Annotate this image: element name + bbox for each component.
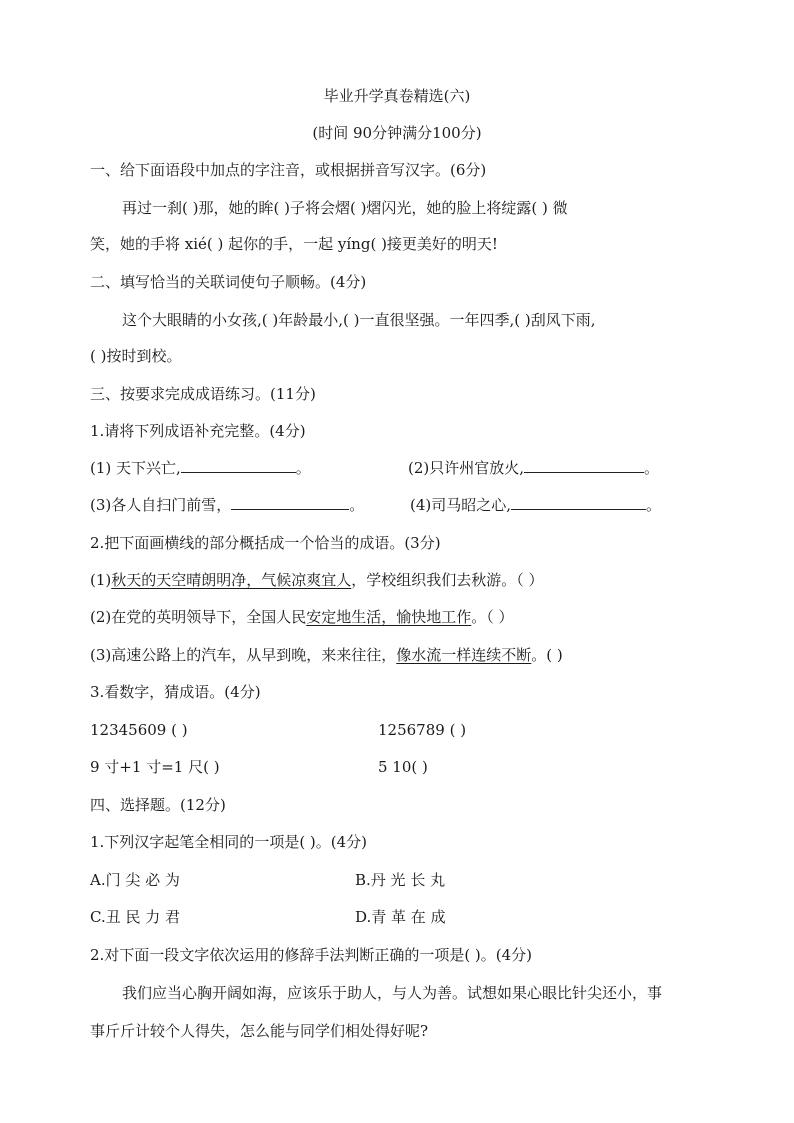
idiom-item-2: (2)只许州官放火, 。 [408, 459, 660, 477]
idiom-blank-2[interactable] [524, 458, 644, 473]
idiom-item-3: (3)各人自扫门前雪， 。 [90, 496, 365, 514]
section-2-paragraph-line-1: 这个大眼睛的小女孩,( )年龄最小,( )一直很坚强。一年四季,( )刮风下雨, [122, 311, 596, 329]
underlined-phrase-1: 秋天的天空晴朗明净，气候凉爽宜人 [111, 571, 352, 589]
number-riddle-2: 1256789 ( ) [378, 721, 467, 739]
section-2-paragraph-line-2: ( )按时到校。 [90, 347, 182, 365]
choice-b[interactable]: B.丹 光 长 丸 [355, 871, 446, 889]
idiom-item-1: (1) 天下兴亡, 。 [90, 459, 311, 477]
q4-2-paragraph-line-1: 我们应当心胸开阔如海，应该乐于助人，与人为善。试想如果心眼比针尖还小，事 [122, 984, 663, 1002]
q4-2-heading: 2.对下面一段文字依次运用的修辞手法判断正确的一项是( )。(4分) [90, 946, 533, 964]
underline-item-2: (2)在党的英明领导下，全国人民安定地生活，愉快地工作。（ ） [90, 608, 514, 626]
idiom-item-2-text: (2)只许州官放火, [408, 459, 525, 477]
number-riddle-4: 5 10( ) [378, 758, 428, 776]
section-1-paragraph-line-2: 笑，她的手将 xié( ) 起你的手，一起 yíng( )接更美好的明天! [90, 235, 498, 253]
number-riddle-3: 9 寸+1 寸=1 尺( ) [90, 758, 220, 776]
underlined-phrase-3: 像水流一样连续不断 [396, 646, 532, 664]
idiom-item-4: (4)司马昭之心, 。 [410, 496, 662, 514]
underline-item-1: (1)秋天的天空晴朗明净，气候凉爽宜人，学校组织我们去秋游。（ ） [90, 571, 544, 589]
section-1-heading: 一、给下面语段中加点的字注音，或根据拼音写汉字。(6分) [90, 161, 487, 179]
idiom-item-3-text: (3)各人自扫门前雪， [90, 496, 232, 514]
q3-1-heading: 1.请将下列成语补充完整。(4分) [90, 422, 306, 440]
number-riddle-1: 12345609 ( ) [90, 721, 188, 739]
section-3-heading: 三、按要求完成成语练习。(11分) [90, 385, 316, 403]
section-4-heading: 四、选择题。(12分) [90, 796, 226, 814]
q3-3-heading: 3.看数字，猜成语。(4分) [90, 683, 261, 701]
section-2-heading: 二、填写恰当的关联词使句子顺畅。(4分) [90, 273, 367, 291]
page-title: 毕业升学真卷精选(六) [323, 87, 471, 105]
underline-item-3: (3)高速公路上的汽车，从早到晚，来来往往，像水流一样连续不断。( ) [90, 646, 563, 664]
q4-2-paragraph-line-2: 事斤斤计较个人得失，怎么能与同学们相处得好呢? [90, 1022, 429, 1040]
idiom-blank-1[interactable] [181, 458, 296, 473]
section-1-paragraph-line-1: 再过一刹( )那，她的眸( )子将会熠( )熠闪光，她的脸上将绽露( ) 微 [122, 199, 568, 217]
choice-c[interactable]: C.丑 民 力 君 [90, 908, 181, 926]
idiom-item-1-text: (1) 天下兴亡, [90, 459, 181, 477]
choice-d[interactable]: D.青 革 在 成 [355, 908, 446, 926]
idiom-blank-3[interactable] [231, 495, 349, 510]
page-subtitle: (时间 90分钟满分100分) [312, 124, 482, 142]
choice-a[interactable]: A.门 尖 必 为 [90, 871, 180, 889]
idiom-item-4-text: (4)司马昭之心, [410, 496, 512, 514]
idiom-blank-4[interactable] [511, 495, 646, 510]
q4-1-heading: 1.下列汉字起笔全相同的一项是( )。(4分) [90, 833, 368, 851]
q3-2-heading: 2.把下面画横线的部分概括成一个恰当的成语。(3分) [90, 534, 441, 552]
underlined-phrase-2: 安定地生活，愉快地工作 [306, 608, 472, 626]
